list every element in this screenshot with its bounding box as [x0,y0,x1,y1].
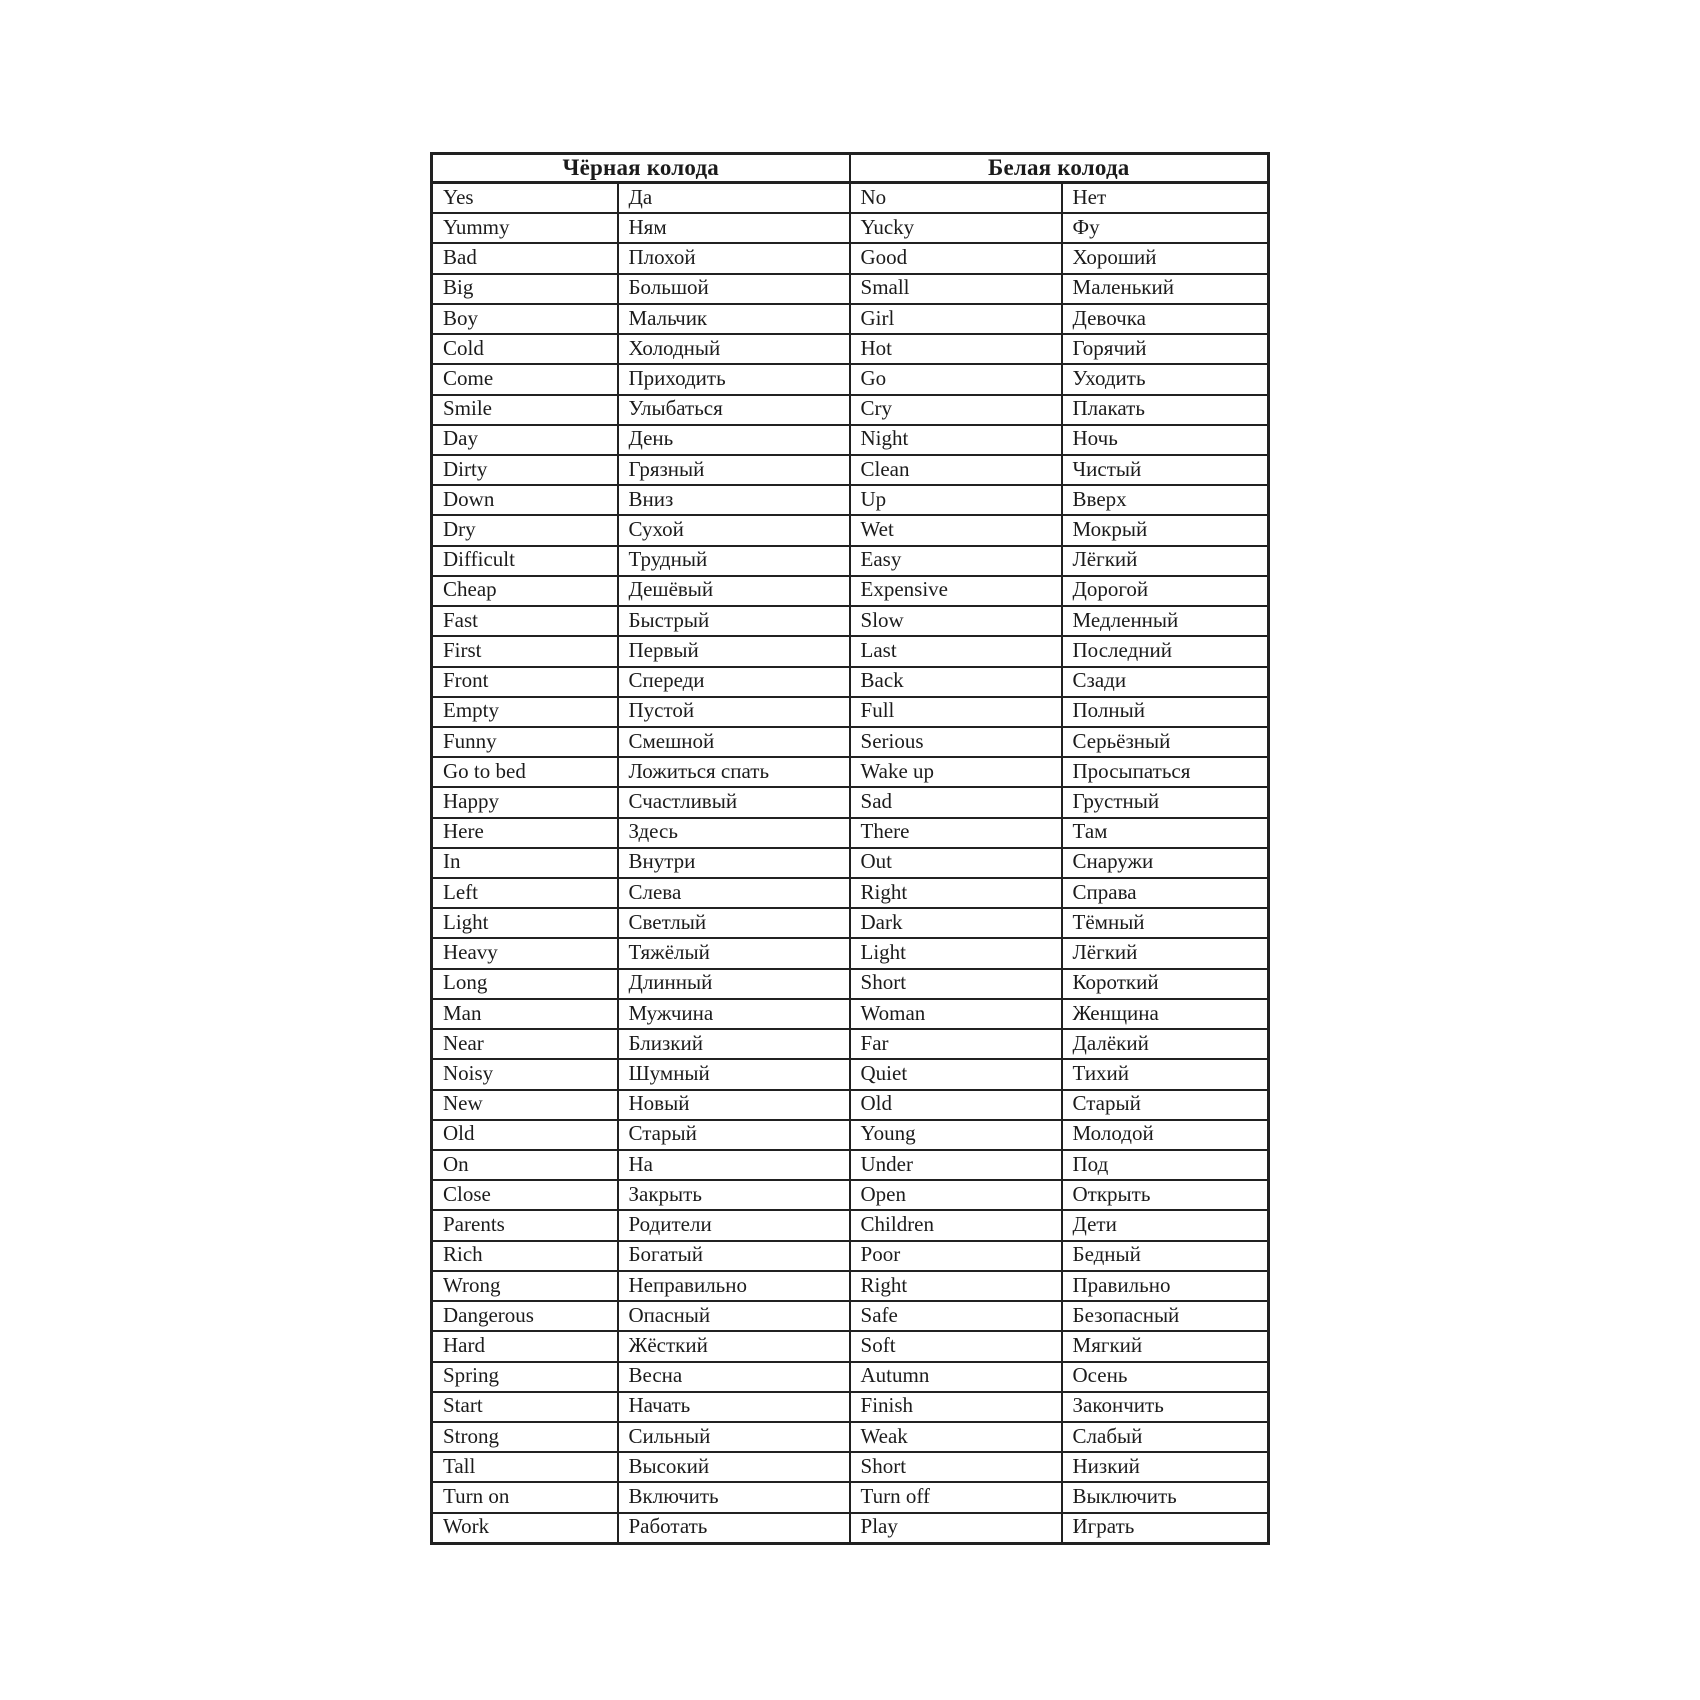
cell-white-english: Serious [850,727,1062,757]
cell-white-english: Play [850,1513,1062,1544]
cell-white-english: Finish [850,1392,1062,1422]
cell-black-russian: Грязный [618,455,850,485]
cell-white-english: There [850,818,1062,848]
cell-white-russian: Открыть [1062,1180,1269,1210]
cell-black-english: Happy [432,787,618,817]
cell-black-russian: Быстрый [618,606,850,636]
cell-white-russian: Выключить [1062,1482,1269,1512]
cell-black-russian: Пустой [618,697,850,727]
cell-white-russian: Хороший [1062,243,1269,273]
table-row [432,1392,1269,1422]
cell-black-english: Heavy [432,938,618,968]
cell-black-russian: Смешной [618,727,850,757]
cell-black-russian: Начать [618,1392,850,1422]
cell-black-russian: Спереди [618,667,850,697]
cell-white-russian: Лёгкий [1062,546,1269,576]
cell-black-english: Cheap [432,576,618,606]
cell-black-russian: Мальчик [618,304,850,334]
cell-black-russian: Закрыть [618,1180,850,1210]
cell-black-russian: Внутри [618,848,850,878]
cell-black-english: Turn on [432,1482,618,1512]
cell-black-russian: Первый [618,636,850,666]
cell-black-english: Hard [432,1331,618,1361]
header-black-deck: Чёрная колода [432,154,850,183]
cell-white-russian: Закончить [1062,1392,1269,1422]
cell-black-english: Cold [432,334,618,364]
cell-black-english: Wrong [432,1271,618,1301]
cell-white-english: Easy [850,546,1062,576]
cell-white-english: Far [850,1029,1062,1059]
cell-white-english: Short [850,969,1062,999]
cell-white-russian: Серьёзный [1062,727,1269,757]
cell-white-russian: Молодой [1062,1120,1269,1150]
table-row [432,878,1269,908]
cell-white-russian: Осень [1062,1362,1269,1392]
cell-black-russian: Сильный [618,1422,850,1452]
cell-black-russian: Светлый [618,908,850,938]
cell-black-english: Fast [432,606,618,636]
cell-black-english: Yummy [432,213,618,243]
table-row [432,1301,1269,1331]
cell-black-english: Bad [432,243,618,273]
cell-white-english: Weak [850,1422,1062,1452]
cell-white-russian: Последний [1062,636,1269,666]
cell-black-english: Dangerous [432,1301,618,1331]
cell-black-english: Difficult [432,546,618,576]
table-row [432,606,1269,636]
table-row [432,395,1269,425]
cell-white-english: Safe [850,1301,1062,1331]
table-row [432,1210,1269,1240]
cell-black-russian: Трудный [618,546,850,576]
cell-black-english: On [432,1150,618,1180]
cell-black-english: Yes [432,183,618,214]
cell-black-english: Parents [432,1210,618,1240]
cell-white-russian: Женщина [1062,999,1269,1029]
cell-white-russian: Тихий [1062,1059,1269,1089]
cell-black-english: Down [432,485,618,515]
table-row [432,697,1269,727]
cell-black-russian: Да [618,183,850,214]
cell-black-russian: Тяжёлый [618,938,850,968]
table-row [432,999,1269,1029]
table-row [432,485,1269,515]
cell-white-russian: Лёгкий [1062,938,1269,968]
table-row [432,425,1269,455]
table-row [432,1090,1269,1120]
cell-black-english: Start [432,1392,618,1422]
table-row [432,1029,1269,1059]
cell-black-russian: Родители [618,1210,850,1240]
cell-white-english: Slow [850,606,1062,636]
cell-black-english: Empty [432,697,618,727]
cell-white-russian: Нет [1062,183,1269,214]
cell-black-russian: Жёсткий [618,1331,850,1361]
table-row [432,243,1269,273]
cell-black-russian: Холодный [618,334,850,364]
cell-white-russian: Под [1062,1150,1269,1180]
cell-white-russian: Далёкий [1062,1029,1269,1059]
cell-black-russian: На [618,1150,850,1180]
table-row [432,576,1269,606]
table-row [432,908,1269,938]
cell-white-russian: Играть [1062,1513,1269,1544]
cell-black-russian: Большой [618,274,850,304]
table-row [432,1513,1269,1544]
cell-white-russian: Там [1062,818,1269,848]
cell-black-russian: Ложиться спать [618,757,850,787]
cell-white-russian: Ночь [1062,425,1269,455]
cell-black-russian: Сухой [618,515,850,545]
cell-black-english: Near [432,1029,618,1059]
cell-black-english: Light [432,908,618,938]
cell-white-russian: Сзади [1062,667,1269,697]
cell-white-russian: Мягкий [1062,1331,1269,1361]
cell-white-english: Small [850,274,1062,304]
table-row [432,1271,1269,1301]
cell-black-english: New [432,1090,618,1120]
cell-white-russian: Слабый [1062,1422,1269,1452]
table-row [432,364,1269,394]
cell-white-russian: Уходить [1062,364,1269,394]
cell-black-english: Smile [432,395,618,425]
table-row [432,1241,1269,1271]
table-row [432,1331,1269,1361]
cell-white-russian: Старый [1062,1090,1269,1120]
cell-black-english: Close [432,1180,618,1210]
cell-black-russian: Шумный [618,1059,850,1089]
cell-black-english: Man [432,999,618,1029]
cell-white-russian: Девочка [1062,304,1269,334]
cell-white-english: Expensive [850,576,1062,606]
cell-black-russian: Опасный [618,1301,850,1331]
table-row [432,213,1269,243]
cell-white-english: Clean [850,455,1062,485]
cell-white-russian: Маленький [1062,274,1269,304]
cell-black-russian: Высокий [618,1452,850,1482]
header-white-deck: Белая колода [850,154,1269,183]
cell-white-english: Autumn [850,1362,1062,1392]
cell-white-english: Young [850,1120,1062,1150]
cell-black-russian: Новый [618,1090,850,1120]
cell-black-russian: Плохой [618,243,850,273]
cell-white-english: Sad [850,787,1062,817]
cell-white-russian: Низкий [1062,1452,1269,1482]
cell-black-english: Long [432,969,618,999]
cell-black-english: Noisy [432,1059,618,1089]
table-row [432,304,1269,334]
table-row [432,1059,1269,1089]
cell-black-english: In [432,848,618,878]
table-row [432,515,1269,545]
cell-white-english: Light [850,938,1062,968]
cell-black-english: Old [432,1120,618,1150]
cell-black-russian: Слева [618,878,850,908]
cell-white-russian: Горячий [1062,334,1269,364]
cell-black-english: Big [432,274,618,304]
cell-black-english: Dirty [432,455,618,485]
cell-white-english: Hot [850,334,1062,364]
table-row [432,546,1269,576]
cell-black-russian: Близкий [618,1029,850,1059]
cell-white-russian: Справа [1062,878,1269,908]
table-row [432,1422,1269,1452]
cell-white-english: Wake up [850,757,1062,787]
cell-black-russian: Приходить [618,364,850,394]
table-row [432,1452,1269,1482]
cell-white-russian: Вверх [1062,485,1269,515]
cell-black-russian: Работать [618,1513,850,1544]
cell-white-english: Out [850,848,1062,878]
cell-black-english: Work [432,1513,618,1544]
table-row [432,727,1269,757]
table-row [432,1482,1269,1512]
cell-black-russian: Дешёвый [618,576,850,606]
cell-white-russian: Плакать [1062,395,1269,425]
table-row [432,969,1269,999]
cell-white-english: Back [850,667,1062,697]
cell-white-english: Soft [850,1331,1062,1361]
table-row [432,787,1269,817]
cell-white-russian: Правильно [1062,1271,1269,1301]
cell-black-english: Boy [432,304,618,334]
table-row [432,274,1269,304]
cell-white-english: Children [850,1210,1062,1240]
cell-black-russian: Вниз [618,485,850,515]
vocab-table [430,152,1270,1545]
vocab-table-body [432,183,1269,1544]
cell-black-russian: Весна [618,1362,850,1392]
cell-white-english: Dark [850,908,1062,938]
cell-white-english: Old [850,1090,1062,1120]
cell-black-russian: Улыбаться [618,395,850,425]
cell-white-english: Right [850,878,1062,908]
cell-white-russian: Фу [1062,213,1269,243]
cell-black-russian: День [618,425,850,455]
cell-black-english: Tall [432,1452,618,1482]
table-row [432,1180,1269,1210]
table-row [432,1362,1269,1392]
cell-black-russian: Длинный [618,969,850,999]
cell-black-english: Go to bed [432,757,618,787]
cell-white-english: Quiet [850,1059,1062,1089]
cell-white-russian: Мокрый [1062,515,1269,545]
cell-white-russian: Чистый [1062,455,1269,485]
cell-black-russian: Счастливый [618,787,850,817]
cell-white-russian: Безопасный [1062,1301,1269,1331]
table-row [432,455,1269,485]
table-row [432,667,1269,697]
cell-white-english: Poor [850,1241,1062,1271]
cell-black-english: Strong [432,1422,618,1452]
cell-white-russian: Полный [1062,697,1269,727]
cell-white-russian: Короткий [1062,969,1269,999]
table-row [432,636,1269,666]
cell-white-russian: Бедный [1062,1241,1269,1271]
table-row [432,757,1269,787]
cell-white-russian: Медленный [1062,606,1269,636]
cell-black-russian: Неправильно [618,1271,850,1301]
table-row [432,334,1269,364]
cell-black-russian: Ням [618,213,850,243]
cell-black-english: Spring [432,1362,618,1392]
table-row [432,183,1269,214]
cell-white-russian: Дети [1062,1210,1269,1240]
cell-white-russian: Дорогой [1062,576,1269,606]
table-row [432,938,1269,968]
cell-white-english: Full [850,697,1062,727]
cell-black-english: Here [432,818,618,848]
cell-black-english: Left [432,878,618,908]
table-row [432,1150,1269,1180]
cell-black-russian: Богатый [618,1241,850,1271]
cell-white-english: Last [850,636,1062,666]
cell-white-english: Woman [850,999,1062,1029]
cell-black-english: Dry [432,515,618,545]
cell-white-english: Yucky [850,213,1062,243]
cell-white-russian: Тёмный [1062,908,1269,938]
cell-black-russian: Мужчина [618,999,850,1029]
cell-white-english: Turn off [850,1482,1062,1512]
table-row [432,818,1269,848]
cell-white-english: Go [850,364,1062,394]
cell-black-english: Day [432,425,618,455]
cell-black-english: Rich [432,1241,618,1271]
cell-white-english: Wet [850,515,1062,545]
cell-white-english: Cry [850,395,1062,425]
cell-white-russian: Снаружи [1062,848,1269,878]
cell-black-russian: Старый [618,1120,850,1150]
cell-black-english: Front [432,667,618,697]
cell-white-english: Up [850,485,1062,515]
cell-white-russian: Грустный [1062,787,1269,817]
cell-white-english: Open [850,1180,1062,1210]
cell-white-english: Girl [850,304,1062,334]
cell-black-english: First [432,636,618,666]
table-row [432,848,1269,878]
cell-black-russian: Здесь [618,818,850,848]
table-row [432,1120,1269,1150]
cell-white-english: Under [850,1150,1062,1180]
cell-white-english: Short [850,1452,1062,1482]
cell-black-russian: Включить [618,1482,850,1512]
cell-white-english: No [850,183,1062,214]
cell-black-english: Come [432,364,618,394]
table-header-row [432,154,1269,183]
cell-white-english: Night [850,425,1062,455]
cell-white-english: Good [850,243,1062,273]
cell-white-russian: Просыпаться [1062,757,1269,787]
cell-black-english: Funny [432,727,618,757]
cell-white-english: Right [850,1271,1062,1301]
